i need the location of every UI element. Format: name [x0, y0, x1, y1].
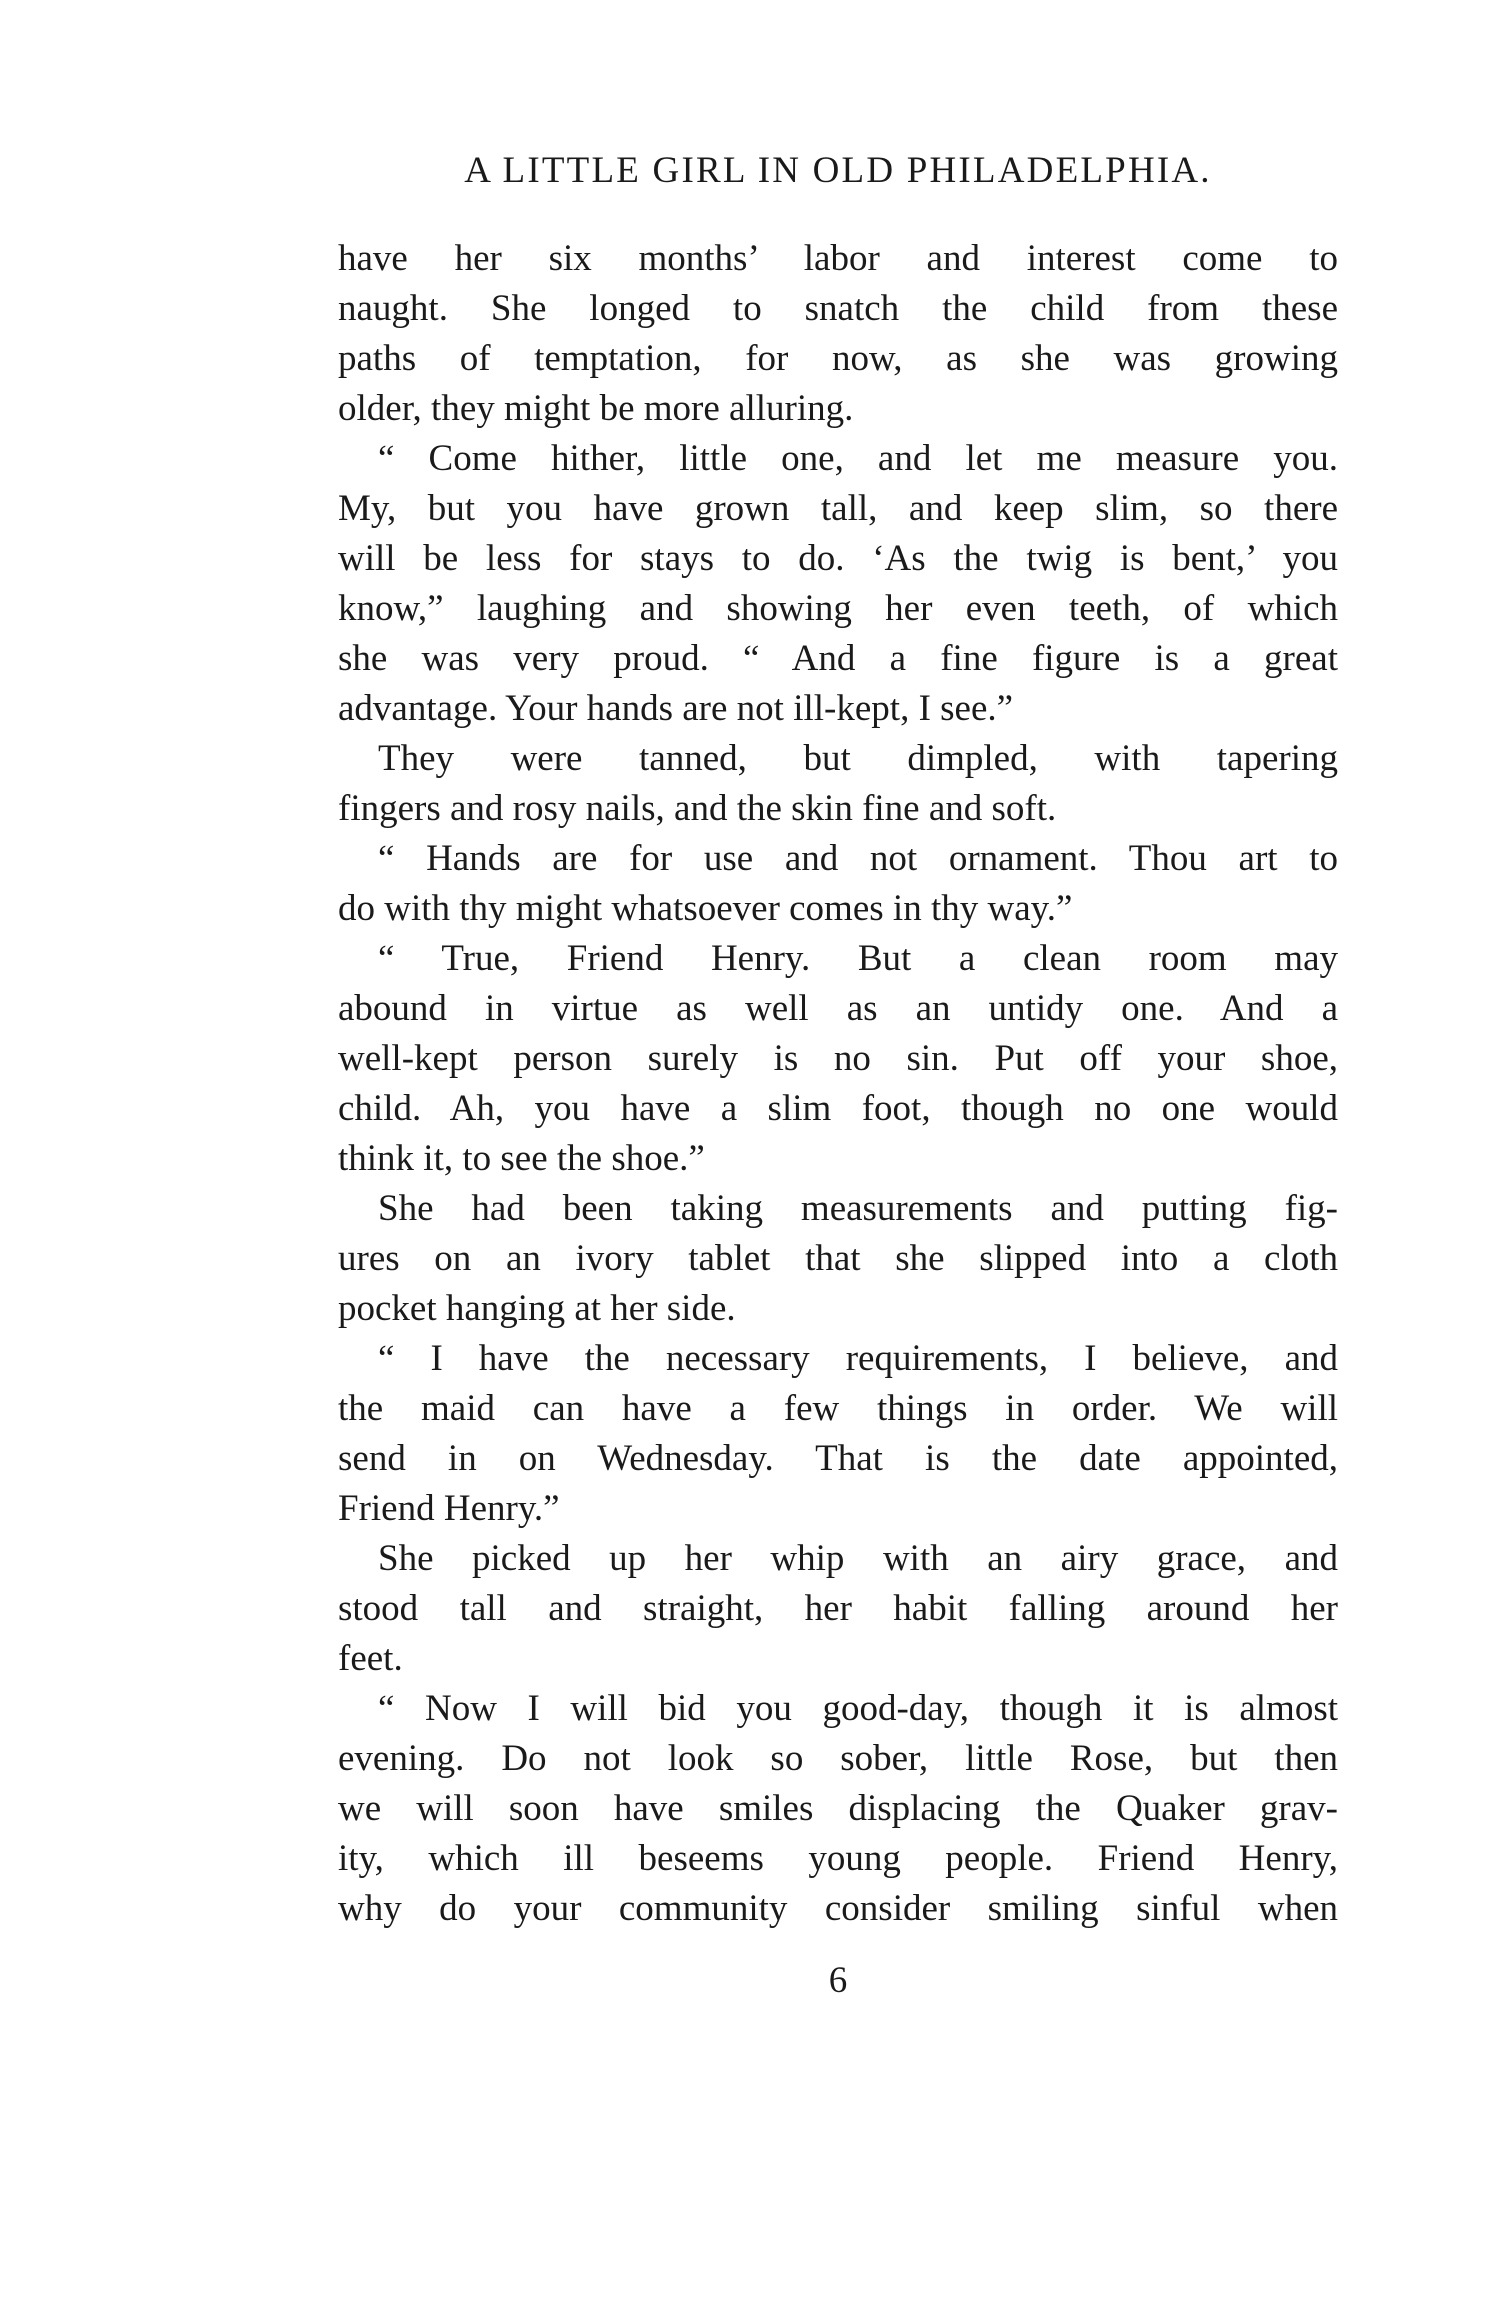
text-line: have her six months’ labor and interest come to — [338, 238, 1338, 279]
text-line: She picked up her whip with an airy grace, and — [378, 1538, 1338, 1579]
text-line: do with thy might whatsoever comes in thy way.” — [338, 888, 1073, 929]
text-line: abound in virtue as well as an untidy one. And a — [338, 988, 1338, 1029]
text-line: feet. — [338, 1638, 403, 1679]
text-line: ures on an ivory tablet that she slipped into a cloth — [338, 1238, 1338, 1279]
text-line: stood tall and straight, her habit falling around her — [338, 1588, 1338, 1629]
text-line: naught. She longed to snatch the child from these — [338, 288, 1338, 329]
text-line: send in on Wednesday. That is the date appointed, — [338, 1438, 1338, 1479]
text-line: she was very proud. “ And a fine figure is a great — [338, 638, 1338, 679]
text-line: “ I have the necessary requirements, I believe, and — [378, 1338, 1338, 1379]
text-line: She had been taking measurements and putting fig- — [378, 1188, 1338, 1229]
text-line: “ True, Friend Henry. But a clean room may — [378, 938, 1338, 979]
text-line: older, they might be more alluring. — [338, 388, 854, 429]
text-line: “ Come hither, little one, and let me measure you. — [378, 438, 1338, 479]
text-line: They were tanned, but dimpled, with tapering — [378, 738, 1338, 779]
text-line: Friend Henry.” — [338, 1488, 560, 1529]
text-line: “ Now I will bid you good-day, though it is almost — [378, 1688, 1338, 1729]
text-line: ity, which ill beseems young people. Friend Henry, — [338, 1838, 1338, 1879]
text-line: we will soon have smiles displacing the Quaker grav- — [338, 1788, 1338, 1829]
text-line: pocket hanging at her side. — [338, 1288, 736, 1329]
text-line: think it, to see the shoe.” — [338, 1138, 705, 1179]
text-line: will be less for stays to do. ‘As the twig is bent,’ you — [338, 538, 1338, 579]
text-line: child. Ah, you have a slim foot, though no one would — [338, 1088, 1338, 1129]
text-line: evening. Do not look so sober, little Rose, but then — [338, 1738, 1338, 1779]
text-line: advantage. Your hands are not ill-kept, I see.” — [338, 688, 1014, 729]
text-line: My, but you have grown tall, and keep slim, so there — [338, 488, 1338, 529]
text-line: paths of temptation, for now, as she was growing — [338, 338, 1338, 379]
text-line: know,” laughing and showing her even teeth, of which — [338, 588, 1338, 629]
page-number: 6 — [828, 1960, 848, 2001]
running-head: A LITTLE GIRL IN OLD PHILADELPHIA. — [464, 150, 1212, 191]
text-line: why do your community consider smiling sinful when — [338, 1888, 1338, 1929]
text-line: fingers and rosy nails, and the skin fine and soft. — [338, 788, 1057, 829]
text-line: the maid can have a few things in order. We will — [338, 1388, 1338, 1429]
text-line: “ Hands are for use and not ornament. Thou art to — [378, 838, 1338, 879]
body-text — [338, 234, 1338, 1934]
text-line: well-kept person surely is no sin. Put off your shoe, — [338, 1038, 1338, 1079]
